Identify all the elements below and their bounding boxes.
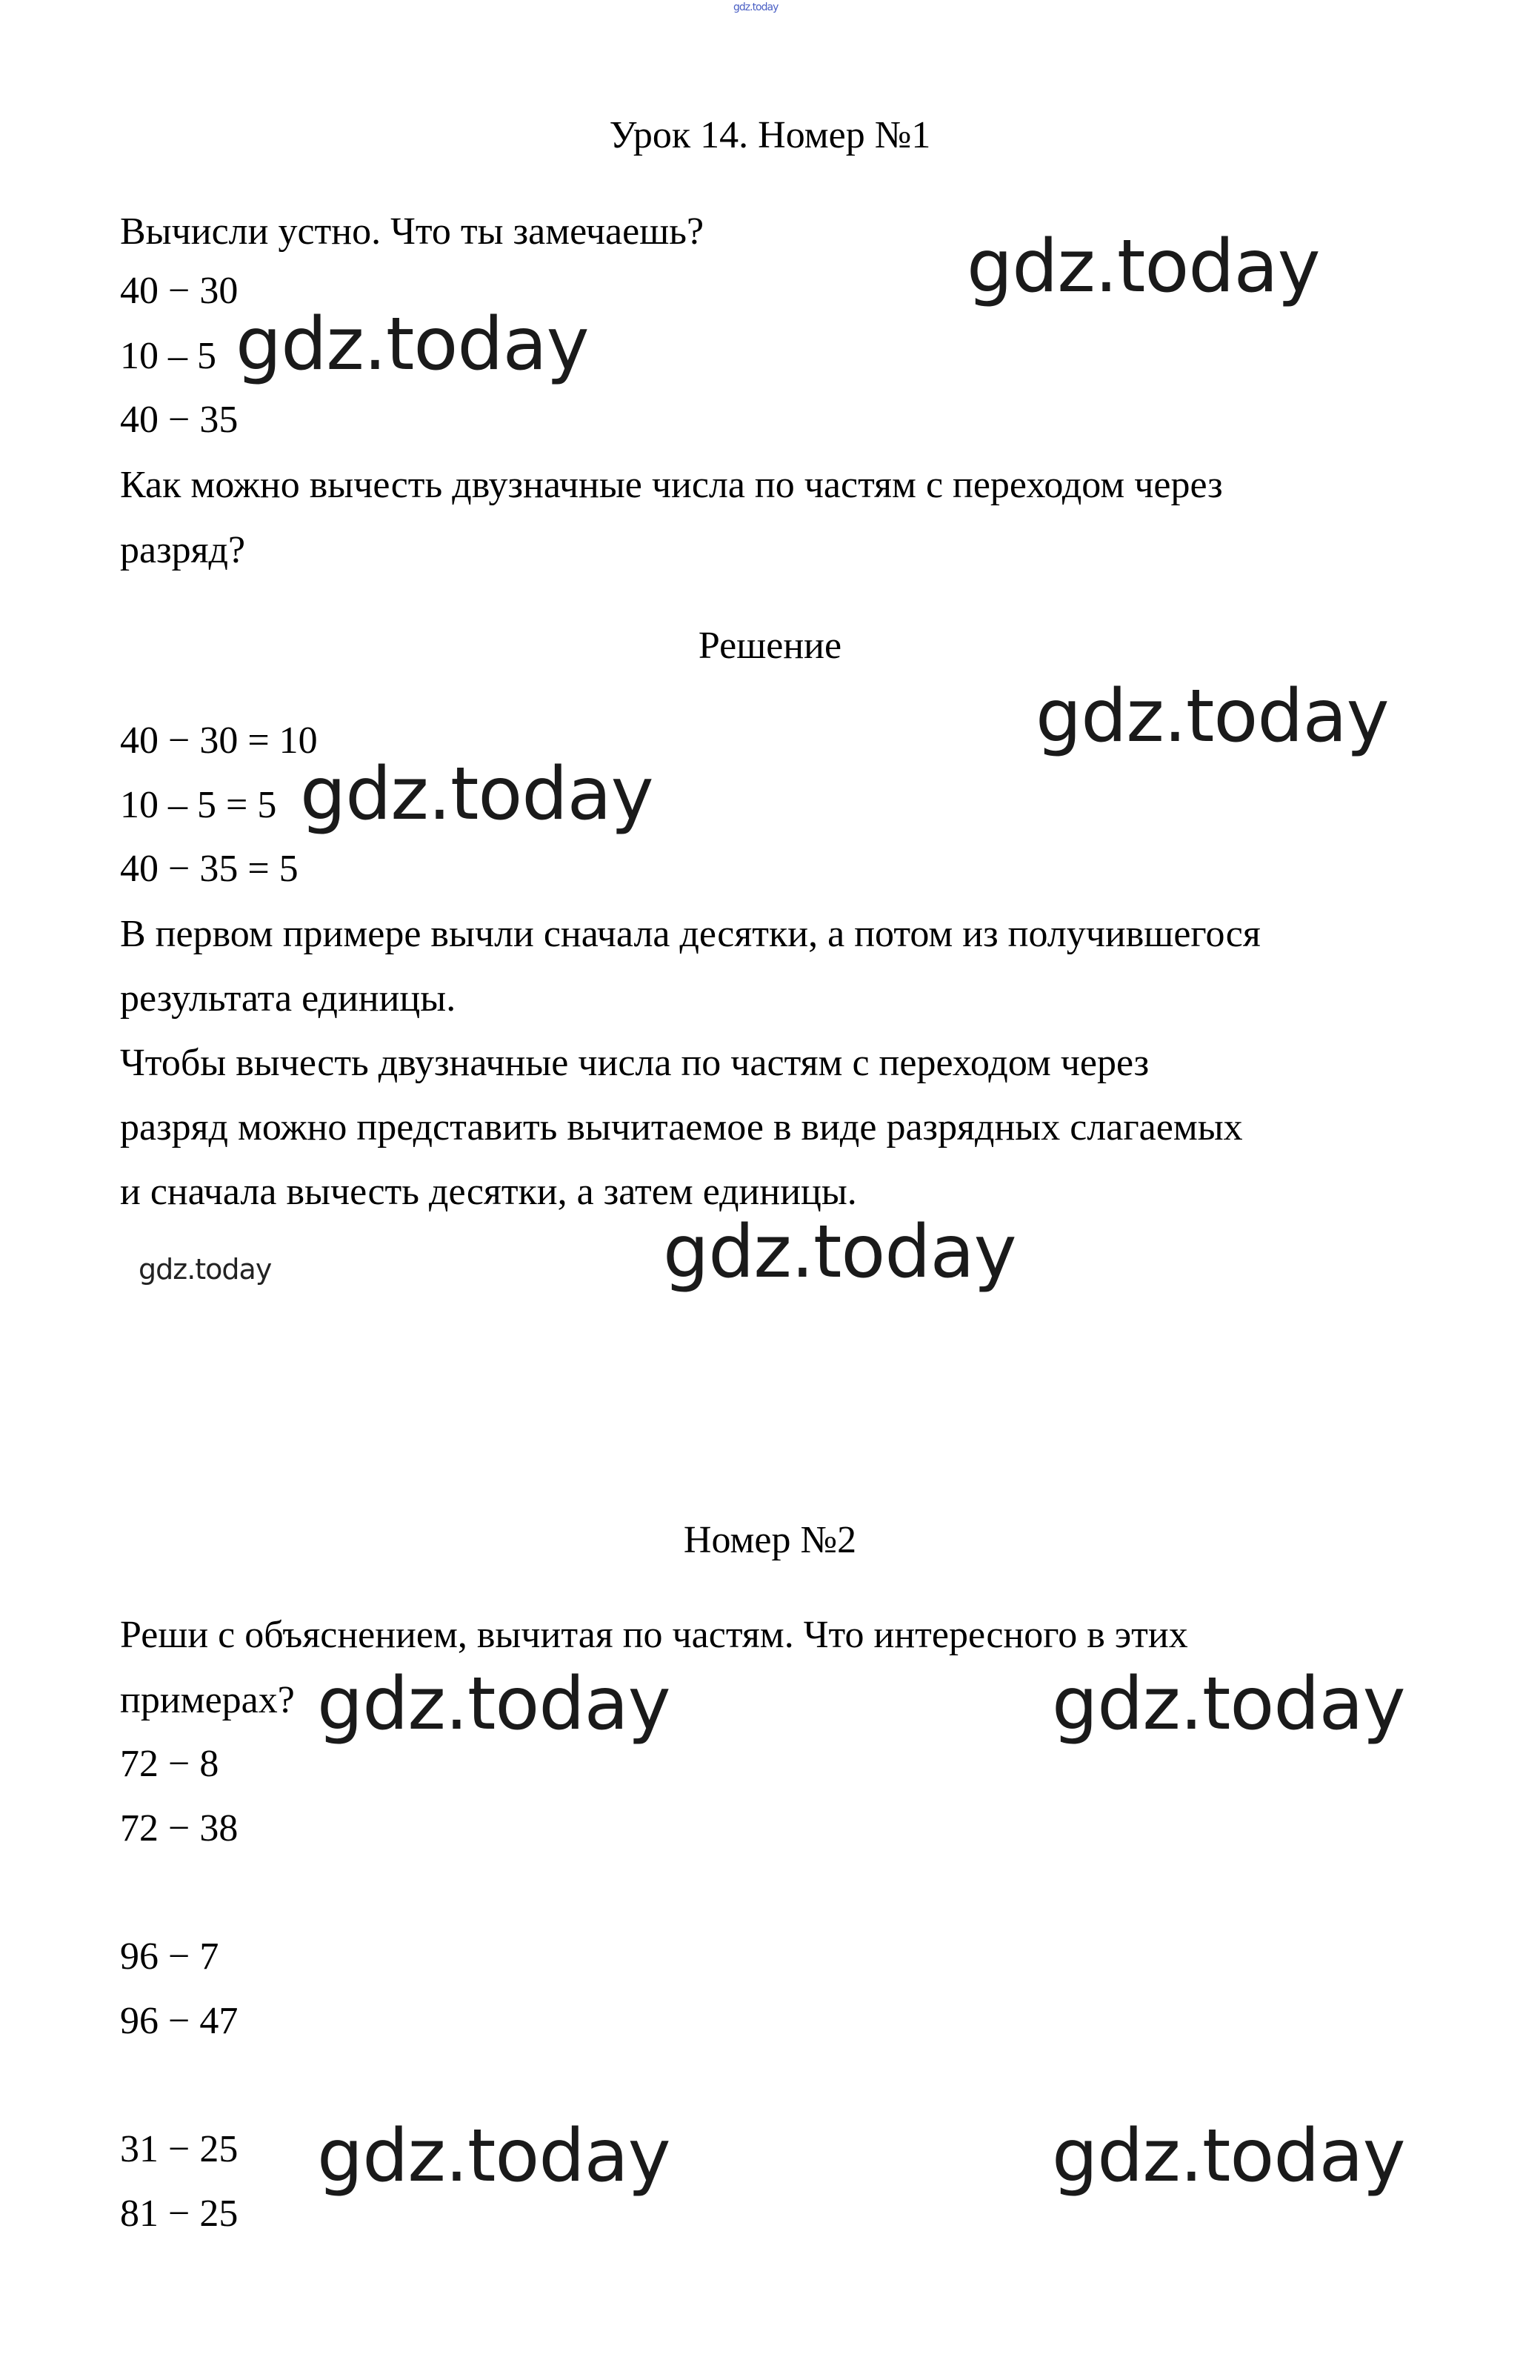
watermark: gdz.today xyxy=(300,752,653,837)
watermark: gdz.today xyxy=(1036,674,1389,759)
solution-line: результата единицы. xyxy=(120,977,456,1020)
watermark: gdz.today xyxy=(1052,1662,1405,1746)
example-line: 96 − 47 xyxy=(120,2000,239,2042)
question-line: 10 – 5 xyxy=(120,335,216,377)
solution-line: 40 − 35 = 5 xyxy=(120,848,299,890)
watermark: gdz.today xyxy=(139,1253,272,1286)
solution-line: 10 – 5 = 5 xyxy=(120,784,277,826)
solution-line: разряд можно представить вычитаемое в виде разрядных слагаемых xyxy=(120,1106,1243,1149)
question-line: Вычисли устно. Что ты замечаешь? xyxy=(120,210,704,253)
solution-line: Чтобы вычесть двузначные числа по частям с переходом через xyxy=(120,1042,1150,1084)
example-line: 72 − 38 xyxy=(120,1807,239,1849)
question-line: примерах? xyxy=(120,1679,295,1721)
watermark: gdz.today xyxy=(236,302,589,387)
solution-line: 40 − 30 = 10 xyxy=(120,719,318,762)
example-line: 81 − 25 xyxy=(120,2193,239,2235)
watermark: gdz.today xyxy=(317,2114,670,2198)
watermark: gdz.today xyxy=(663,1210,1016,1294)
watermark: gdz.today xyxy=(967,225,1320,309)
task-title: Номер №2 xyxy=(683,1519,857,1561)
watermark: gdz.today xyxy=(1052,2114,1405,2198)
watermark: gdz.today xyxy=(317,1662,670,1746)
solution-line: В первом примере вычли сначала десятки, а потом из получившегося xyxy=(120,913,1261,955)
example-line: 31 − 25 xyxy=(120,2128,239,2170)
example-line: 72 − 8 xyxy=(120,1743,219,1785)
solution-heading: Решение xyxy=(698,625,842,667)
question-line: разряд? xyxy=(120,529,246,571)
solution-line: и сначала вычесть десятки, а затем единицы. xyxy=(120,1171,857,1213)
header-watermark: gdz.today xyxy=(733,1,779,13)
question-line: Реши с объяснением, вычитая по частям. Что интересного в этих xyxy=(120,1614,1188,1656)
question-line: 40 − 35 xyxy=(120,399,239,441)
question-line: 40 − 30 xyxy=(120,270,239,312)
question-line: Как можно вычесть двузначные числа по частям с переходом через xyxy=(120,464,1223,506)
example-line: 96 − 7 xyxy=(120,1935,219,1978)
lesson-title: Урок 14. Номер №1 xyxy=(609,114,931,156)
